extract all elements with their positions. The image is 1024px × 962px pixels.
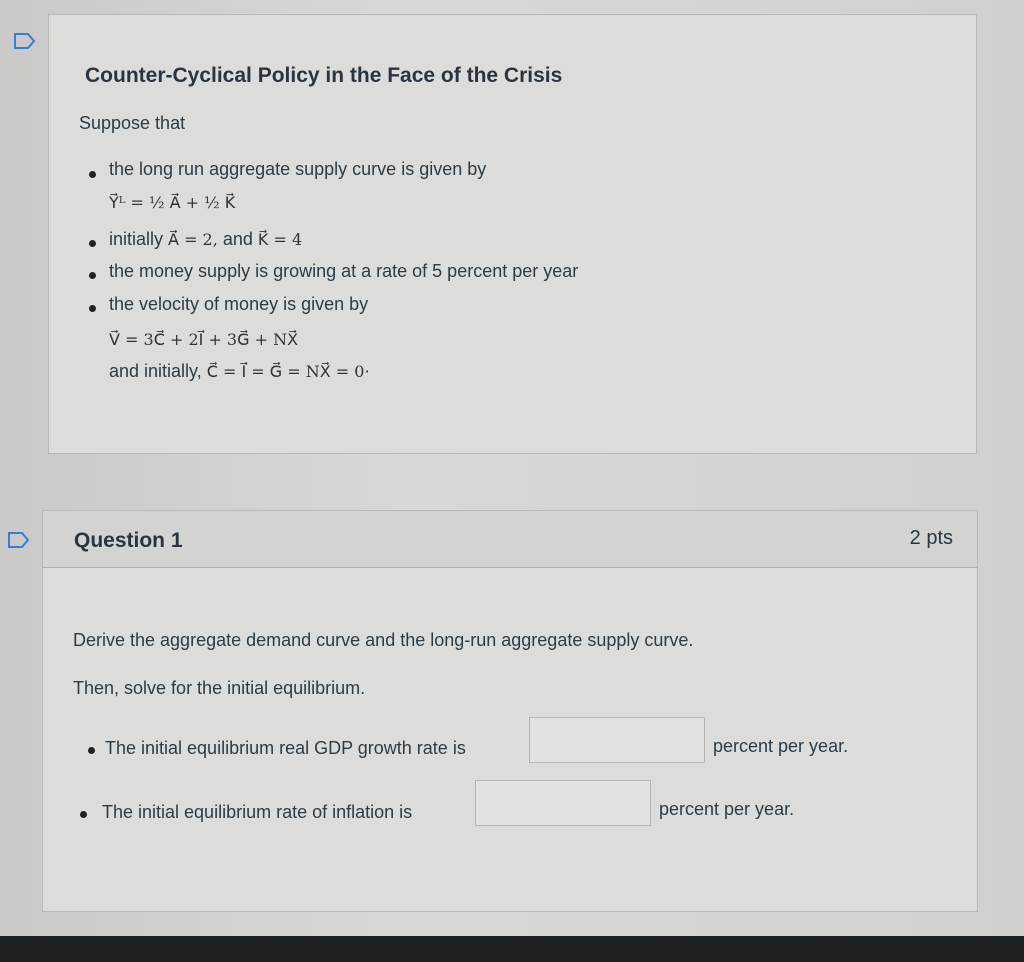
inflation-input[interactable] <box>475 780 651 826</box>
intro-title: Counter-Cyclical Policy in the Face of the Crisis <box>85 64 563 87</box>
initial-conditions <box>109 361 370 382</box>
question-points: 2 pts <box>909 527 953 549</box>
initial-values: C⃗ = I⃗ = G⃗ = NX⃗ = 0· <box>206 362 370 381</box>
gdp-growth-label: The initial equilibrium real GDP growth rate is <box>105 738 466 758</box>
intro-card <box>48 14 977 454</box>
question-title: Question 1 <box>74 529 183 552</box>
k-value: K⃗ = 4 <box>257 230 303 249</box>
lras-formula: Y⃗ᴸ = ½ A⃗ + ½ K⃗ <box>109 193 236 212</box>
inflation-label: The initial equilibrium rate of inflation is <box>102 802 413 822</box>
a-value: A⃗ = 2, <box>168 230 218 249</box>
monitor-bezel <box>0 936 1024 962</box>
initial-label: and initially, <box>109 361 207 381</box>
bullet-dot <box>89 272 96 279</box>
gdp-growth-unit: percent per year. <box>713 736 849 756</box>
gdp-growth-input[interactable] <box>529 717 705 763</box>
bullet-dot <box>89 240 96 247</box>
question-text: Then, solve for the initial equilibrium. <box>73 678 366 698</box>
initial-text: initially <box>109 229 169 249</box>
assumption-item: the money supply is growing at a rate of 5 percent per year <box>109 261 579 281</box>
question-card <box>42 510 978 912</box>
and-text: and <box>217 229 258 249</box>
velocity-formula: V⃗ = 3C⃗ + 2I⃗ + 3G⃗ + NX⃗ <box>109 330 299 349</box>
assumption-item <box>109 229 302 250</box>
flag-icon[interactable] <box>8 532 30 548</box>
assumption-item: the long run aggregate supply curve is given by <box>109 159 487 179</box>
bullet-dot <box>89 305 96 312</box>
inflation-unit: percent per year. <box>659 799 795 819</box>
bullet-dot <box>88 747 95 754</box>
bullet-dot <box>80 811 87 818</box>
flag-icon[interactable] <box>14 33 36 49</box>
question-header <box>43 511 977 568</box>
bullet-dot <box>89 171 96 178</box>
intro-text: Suppose that <box>79 113 186 133</box>
question-text: Derive the aggregate demand curve and the long-run aggregate supply curve. <box>73 630 694 650</box>
assumption-item: the velocity of money is given by <box>109 294 369 314</box>
